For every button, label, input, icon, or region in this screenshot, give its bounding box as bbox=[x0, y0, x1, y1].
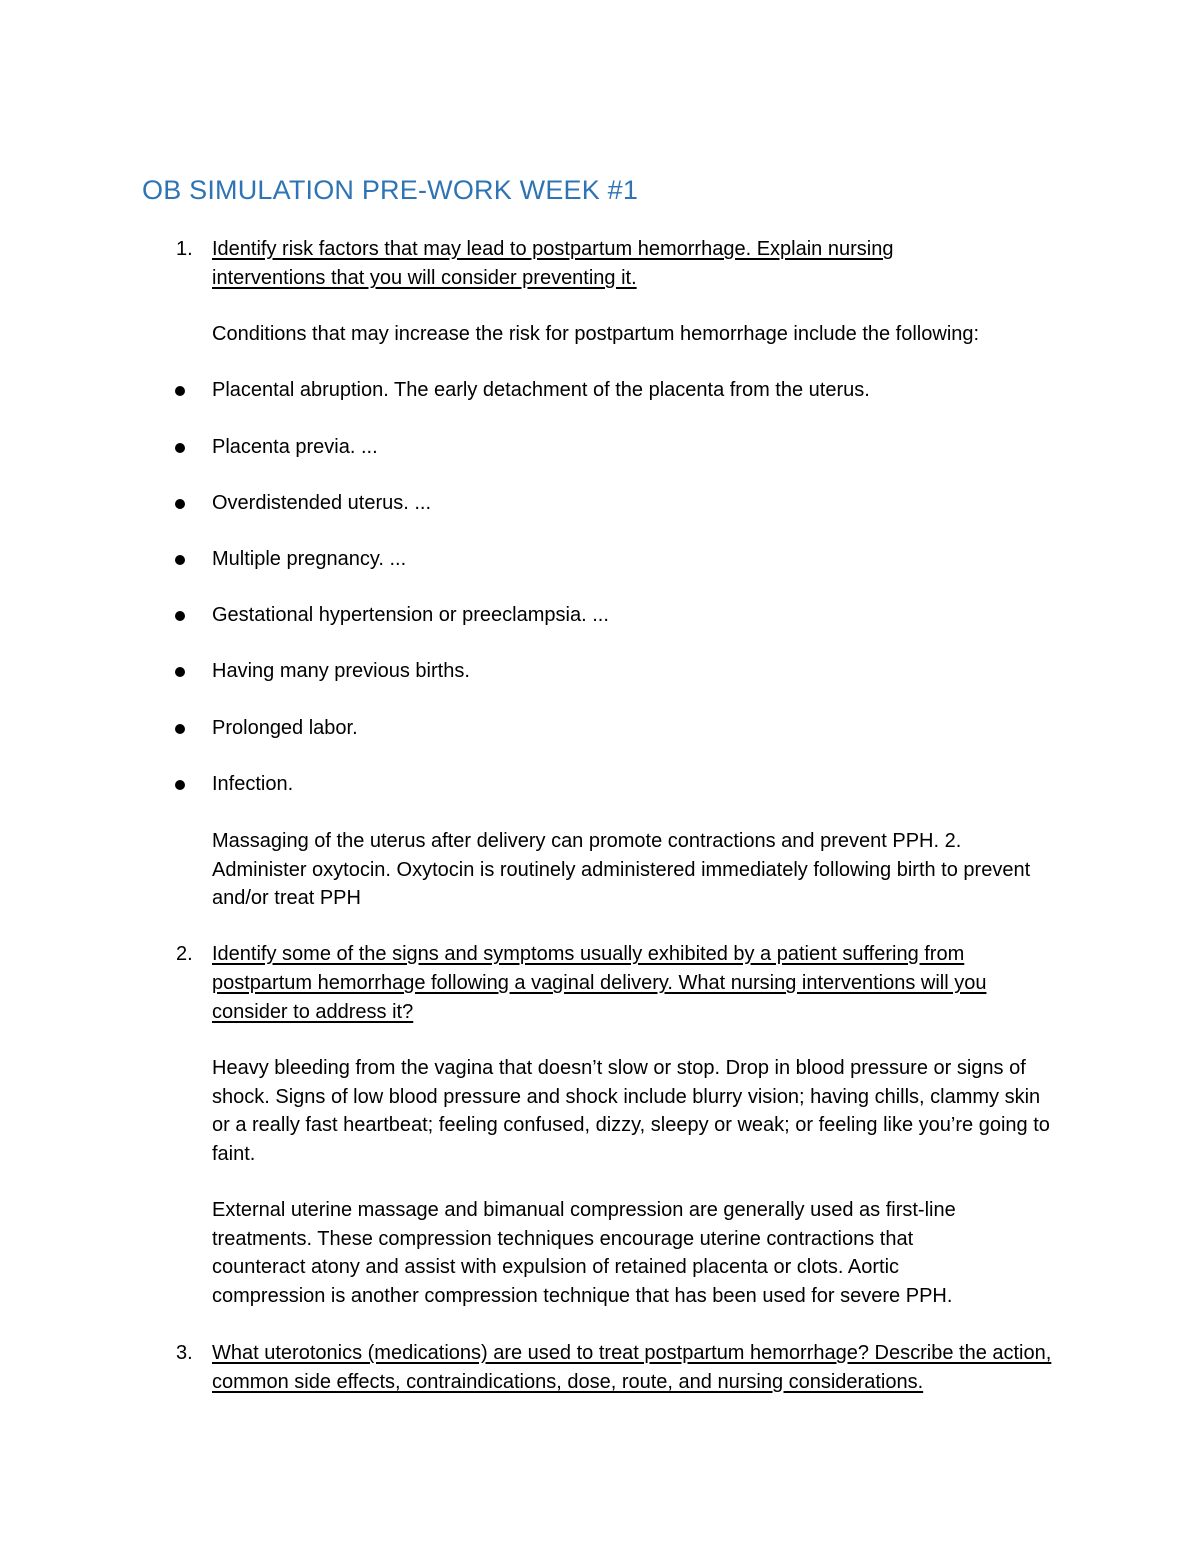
question-1-text: Identify risk factors that may lead to postpartum hemorrhage. Explain nursing interventions that you will consider preventing it. bbox=[212, 238, 894, 289]
list-item: Having many previous births. bbox=[212, 660, 470, 682]
bullet-icon bbox=[175, 724, 185, 734]
question-1-intro: Conditions that may increase the risk for postpartum hemorrhage include the following: bbox=[212, 323, 980, 345]
bullet-icon bbox=[175, 780, 185, 790]
question-2-answer-2: External uterine massage and bimanual compression are generally used as first-line treatments. These compression techniques encourage uterine contractions that counteract atony and assist with expulsion of retained placenta or clots. Aortic compression is another compression technique that has been used for severe PPH. bbox=[212, 1199, 956, 1308]
list-item: Prolonged labor. bbox=[212, 717, 358, 739]
question-1-number: 1. bbox=[176, 238, 193, 260]
list-item: Placenta previa. ... bbox=[212, 436, 378, 458]
bullet-icon bbox=[175, 555, 185, 565]
question-2-number: 2. bbox=[176, 943, 193, 965]
bullet-icon bbox=[175, 386, 185, 396]
bullet-icon bbox=[175, 611, 185, 621]
list-item: Gestational hypertension or preeclampsia. ... bbox=[212, 604, 609, 626]
list-item: Placental abruption. The early detachment of the placenta from the uterus. bbox=[212, 379, 870, 401]
question-2-text: Identify some of the signs and symptoms usually exhibited by a patient suffering from postpartum hemorrhage following a vaginal delivery. What nursing interventions will you consider to address it? bbox=[212, 943, 987, 1023]
question-3-text: What uterotonics (medications) are used to treat postpartum hemorrhage? Describe the action, common side effects, contraindications, dose, route, and nursing considerations. bbox=[212, 1342, 1052, 1393]
bullet-icon bbox=[175, 499, 185, 509]
list-item: Multiple pregnancy. ... bbox=[212, 548, 407, 570]
bullet-icon bbox=[175, 667, 185, 677]
list-item: Infection. bbox=[212, 773, 294, 795]
bullet-icon bbox=[175, 443, 185, 453]
question-1-answer: Massaging of the uterus after delivery can promote contractions and prevent PPH. 2. Administer oxytocin. Oxytocin is routinely administered immediately following birth to prevent and/or treat PPH bbox=[212, 830, 1031, 910]
question-3-number: 3. bbox=[176, 1342, 193, 1364]
question-2-answer-1: Heavy bleeding from the vagina that doesn’t slow or stop. Drop in blood pressure or signs of shock. Signs of low blood pressure and shock include blurry vision; having chills, clammy skin or a really fast heartbeat; feeling confused, dizzy, sleepy or weak; or feeling like you’re going to faint. bbox=[212, 1057, 1050, 1166]
document-title: OB SIMULATION PRE-WORK WEEK #1 bbox=[142, 175, 639, 205]
list-item: Overdistended uterus. ... bbox=[212, 492, 432, 514]
